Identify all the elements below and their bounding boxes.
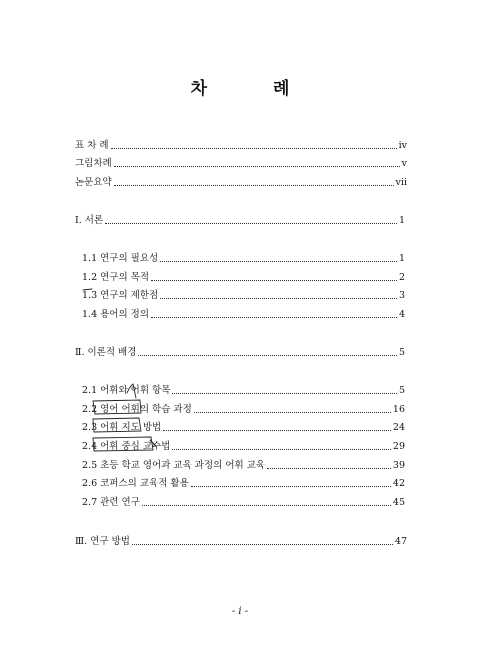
toc-section-1-3[interactable] xyxy=(82,289,405,303)
toc-entry-page: 4 xyxy=(398,309,405,320)
toc-entry-label: Ⅱ. 이론적 배경 xyxy=(75,347,137,358)
leader-dots xyxy=(163,429,391,431)
toc-entry-page: iv xyxy=(398,140,407,151)
leader-dots xyxy=(151,279,397,281)
toc-section-2-6[interactable] xyxy=(82,477,405,491)
leader-dots xyxy=(114,165,400,167)
toc-entry-page: 47 xyxy=(394,536,407,547)
toc-title: 차 례 xyxy=(190,79,320,99)
toc-entry-page: v xyxy=(401,158,407,169)
toc-entry-label: 1.2 연구의 목적 xyxy=(82,272,150,283)
toc-section-2-5[interactable] xyxy=(82,459,405,473)
toc-entry-label: 2.3 어휘 지도 방법 xyxy=(82,422,162,433)
toc-entry-label: 1.1 연구의 필요성 xyxy=(82,253,159,264)
toc-entry-label: 2.1 어휘와 어휘 항목 xyxy=(82,385,171,396)
leader-dots xyxy=(151,316,397,318)
toc-entry-page: 39 xyxy=(392,460,405,471)
toc-entry-label: Ⅰ. 서론 xyxy=(75,215,104,226)
toc-chapter-1[interactable] xyxy=(75,214,405,228)
toc-entry-label: 논문요약 xyxy=(75,177,112,188)
toc-entry-page: 5 xyxy=(398,385,405,396)
toc-chapter-2[interactable] xyxy=(75,346,405,360)
toc-entry-label: 2.7 관련 연구 xyxy=(82,497,140,508)
toc-entry-label: Ⅲ. 연구 방법 xyxy=(75,536,130,547)
toc-entry-figure-list[interactable] xyxy=(75,157,407,171)
toc-entry-table-list[interactable] xyxy=(75,139,407,153)
leader-dots xyxy=(142,504,391,506)
leader-dots xyxy=(191,485,391,487)
toc-entry-page: 16 xyxy=(392,404,405,415)
toc-section-1-1[interactable] xyxy=(82,252,405,266)
toc-entry-page: 45 xyxy=(392,497,405,508)
leader-dots xyxy=(160,260,397,262)
toc-section-2-2[interactable] xyxy=(82,403,405,417)
leader-dots xyxy=(138,354,397,356)
leader-dots xyxy=(160,297,397,299)
leader-dots xyxy=(194,411,391,413)
toc-section-1-2[interactable] xyxy=(82,271,405,285)
leader-dots xyxy=(111,147,397,149)
toc-section-2-1[interactable] xyxy=(82,384,405,398)
toc-entry-label: 표 차 례 xyxy=(75,140,109,151)
leader-dots xyxy=(172,448,390,450)
leader-dots xyxy=(114,184,394,186)
leader-dots xyxy=(105,222,397,224)
toc-entry-label: 2.6 코퍼스의 교육적 활용 xyxy=(82,478,189,489)
toc-entry-label: 그림차례 xyxy=(75,158,112,169)
toc-section-1-4[interactable] xyxy=(82,308,405,322)
toc-entry-page: 2 xyxy=(398,272,405,283)
toc-entry-label: 1.3 연구의 제한점 xyxy=(82,290,159,301)
leader-dots xyxy=(132,543,393,545)
toc-entry-page: 29 xyxy=(392,441,405,452)
toc-section-2-7[interactable] xyxy=(82,496,405,510)
toc-entry-label: 2.4 어휘 중심 교수법 xyxy=(82,441,171,452)
toc-entry-page: 42 xyxy=(392,478,405,489)
leader-dots xyxy=(172,392,397,394)
page-number: - i - xyxy=(231,606,249,617)
toc-section-2-3[interactable] xyxy=(82,421,405,435)
toc-entry-page: 5 xyxy=(398,347,405,358)
toc-entry-page: 1 xyxy=(398,215,405,226)
toc-section-2-4[interactable] xyxy=(82,440,405,454)
toc-chapter-3[interactable] xyxy=(75,535,407,549)
toc-entry-abstract[interactable] xyxy=(75,176,407,190)
leader-dots xyxy=(267,467,391,469)
toc-entry-label: 2.5 초등 학교 영어과 교육 과정의 어휘 교육 xyxy=(82,460,266,471)
toc-entry-page: 3 xyxy=(398,290,405,301)
toc-entry-label: 2.2 영어 어휘의 학습 과정 xyxy=(82,404,192,415)
toc-entry-page: 1 xyxy=(398,253,405,264)
toc-entry-page: 24 xyxy=(392,422,405,433)
toc-entry-label: 1.4 용어의 정의 xyxy=(82,309,150,320)
toc-entry-page: vii xyxy=(395,177,407,188)
